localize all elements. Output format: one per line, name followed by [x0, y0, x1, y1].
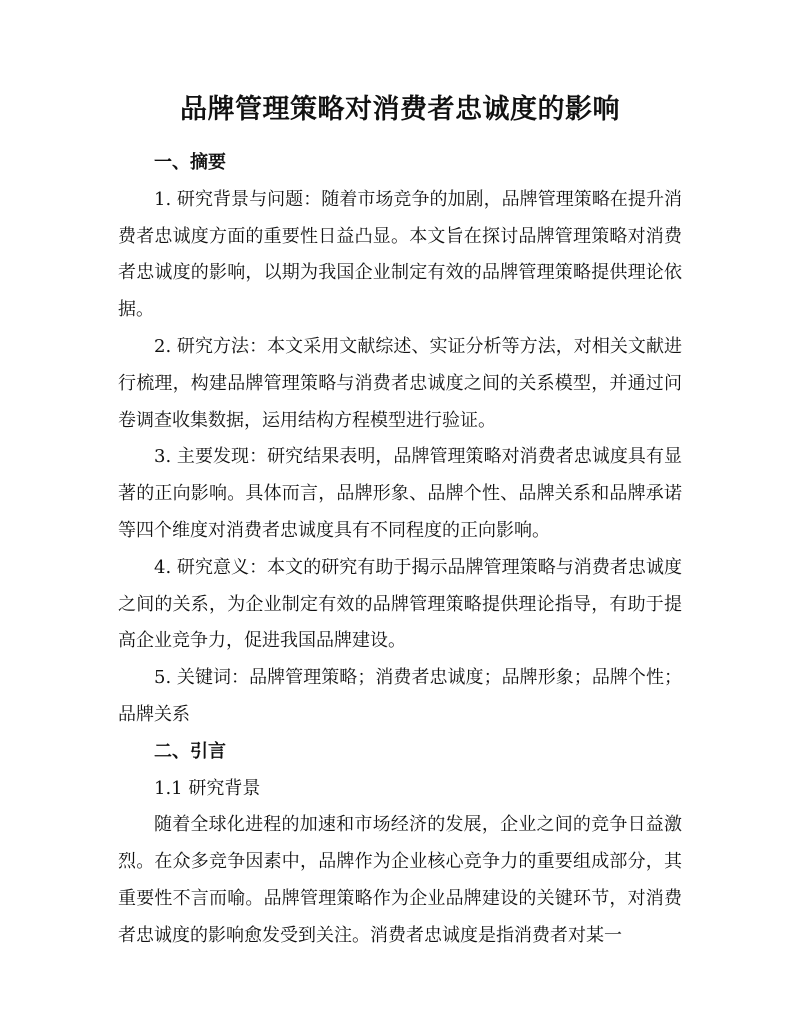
- abstract-item-keywords: 5. 关键词：品牌管理策略；消费者忠诚度；品牌形象；品牌个性；品牌关系: [118, 667, 682, 725]
- abstract-item-findings: 3. 主要发现：研究结果表明，品牌管理策略对消费者忠诚度具有显著的正向影响。具体而言，品牌形象、品牌个性、品牌关系和品牌承诺等四个维度对消费者忠诚度具有不同程度的正向影响。: [118, 446, 682, 541]
- section-heading-introduction: 二、引言: [154, 740, 226, 762]
- subsection-heading-research-background: 1.1 研究背景: [154, 777, 261, 799]
- abstract-item-background: 1. 研究背景与问题：随着市场竞争的加剧，品牌管理策略在提升消费者忠诚度方面的重要性日益凸显。本文旨在探讨品牌管理策略对消费者忠诚度的影响，以期为我国企业制定有效的品牌管理策略提供理论依据。: [118, 188, 682, 321]
- document-body: [118, 145, 682, 955]
- section-heading-abstract: 一、摘要: [154, 152, 226, 173]
- introduction-paragraph: 随着全球化进程的加速和市场经济的发展，企业之间的竞争日益激烈。在众多竞争因素中，品牌作为企业核心竞争力的重要组成部分，其重要性不言而喻。品牌管理策略作为企业品牌建设的关键环节，对消费者忠诚度的影响愈发受到关注。消费者忠诚度是指消费者对某一: [118, 814, 682, 946]
- abstract-item-method: 2. 研究方法：本文采用文献综述、实证分析等方法，对相关文献进行梳理，构建品牌管理策略与消费者忠诚度之间的关系模型，并通过问卷调查收集数据，运用结构方程模型进行验证。: [118, 335, 682, 431]
- abstract-item-significance: 4. 研究意义：本文的研究有助于揭示品牌管理策略与消费者忠诚度之间的关系，为企业制定有效的品牌管理策略提供理论指导，有助于提高企业竞争力，促进我国品牌建设。: [118, 556, 682, 652]
- document-title: 品牌管理策略对消费者忠诚度的影响: [180, 94, 620, 125]
